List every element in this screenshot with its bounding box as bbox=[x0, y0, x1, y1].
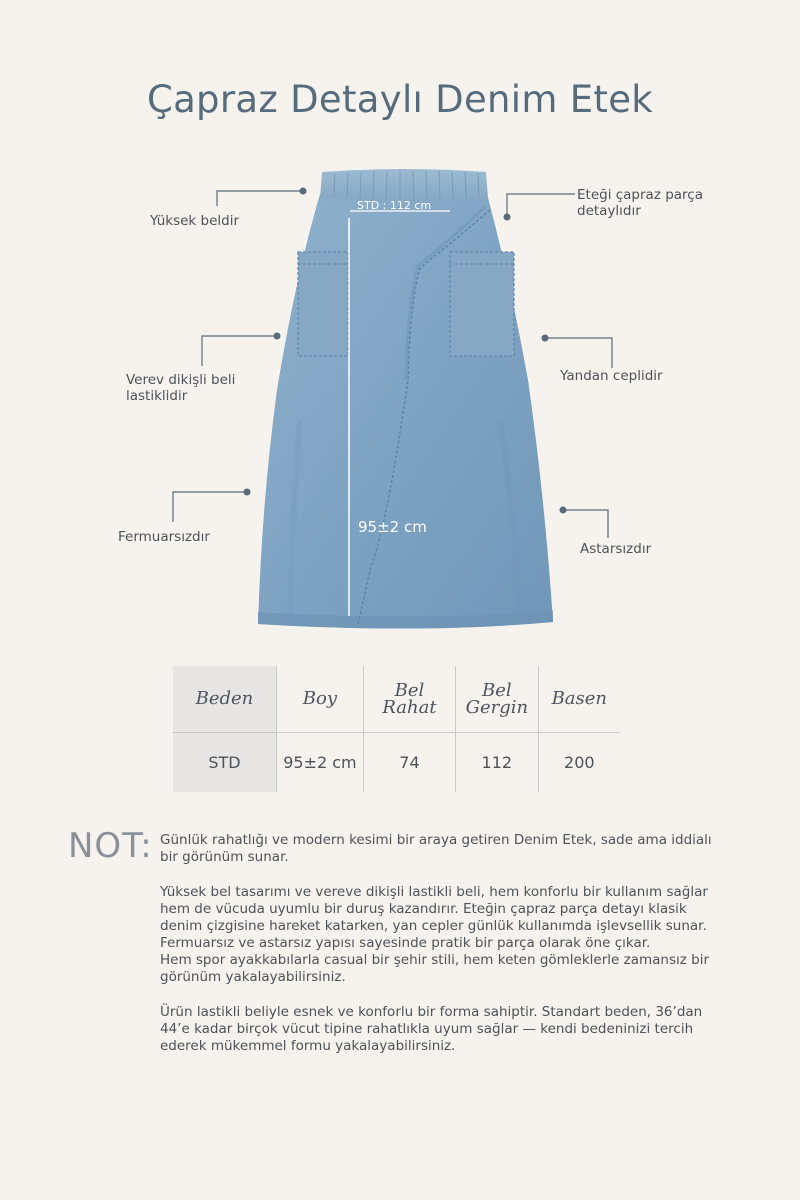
leader-zipper bbox=[173, 492, 247, 522]
callout-lining: Astarsızdır bbox=[580, 541, 652, 557]
leader-elastic bbox=[202, 336, 277, 366]
waist-measure-label: STD : 112 cm bbox=[357, 199, 432, 212]
header-bel-gergin-2: Gergin bbox=[465, 696, 529, 718]
left-pocket bbox=[298, 252, 348, 356]
cell-boy: 95±2 cm bbox=[276, 732, 363, 792]
right-pocket bbox=[450, 252, 514, 356]
note-paragraph-3: Ürün lastikli beliyle esnek ve konforlu bir forma sahiptir. Standart beden, 36’dan 44’e kadar birçok vücut tipine rahatlıkla uyum sağlar — kendi bedeninizi tercih ederek mükemmel formu yakalayabilirsiniz. bbox=[160, 1004, 703, 1054]
callout-cross-panel: Eteği çapraz parça detaylıdır bbox=[577, 187, 703, 219]
cell-beden: STD bbox=[173, 732, 276, 792]
header-cell bbox=[538, 666, 620, 732]
dot-lining bbox=[560, 507, 567, 514]
cell-bel-gergin: 112 bbox=[456, 732, 539, 792]
header-cell bbox=[276, 666, 363, 732]
header-bel-rahat-2: Rahat bbox=[382, 696, 437, 718]
note-body bbox=[160, 832, 730, 1073]
callout-high-waist: Yüksek beldir bbox=[150, 213, 240, 229]
header-cell bbox=[173, 666, 276, 732]
note-paragraph-2: Yüksek bel tasarımı ve vereve dikişli lastikli beli, hem konforlu bir kullanım sağlar hem de vücuda uyumlu bir duruş kazandırır. Eteğin çapraz parça detayı klasik denim çizgisine hareket katarken, yan cepler günlük kullanımda işlevsellik sunar. Fermuarsız ve astarsız yapısı sayesinde pratik bir parça olarak öne çıkar. Hem spor ayakkabılarla casual bir şehir stili, hem keten gömleklerle zamansız bir görünüm yakalayabilirsiniz. bbox=[160, 884, 709, 985]
cell-bel-rahat: 74 bbox=[363, 732, 455, 792]
leader-cross-panel bbox=[507, 194, 575, 217]
header-cell bbox=[456, 666, 539, 732]
dot-elastic bbox=[274, 333, 281, 340]
header-bel-rahat-1: Bel bbox=[394, 679, 425, 701]
size-table bbox=[173, 666, 620, 792]
header-boy: Boy bbox=[302, 688, 338, 710]
cell-basen: 200 bbox=[538, 732, 620, 792]
header-bel-gergin-1: Bel bbox=[482, 679, 512, 701]
dot-zipper bbox=[244, 489, 251, 496]
callout-elastic: Verev dikişli beli lastiklidir bbox=[126, 372, 236, 404]
skirt-illustration bbox=[0, 150, 800, 650]
product-figure bbox=[0, 150, 800, 650]
length-measure-label: 95±2 cm bbox=[358, 518, 427, 536]
callout-zipper: Fermuarsızdır bbox=[118, 529, 210, 545]
page-title: Çapraz Detaylı Denim Etek bbox=[146, 78, 654, 121]
dot-cross-panel bbox=[504, 214, 511, 221]
size-table-header-row bbox=[173, 666, 620, 732]
header-basen: Basen bbox=[551, 688, 608, 710]
note-paragraph-1: Günlük rahatlığı ve modern kesimi bir araya getiren Denim Etek, sade ama iddialı bir görünüm sunar. bbox=[160, 832, 712, 865]
dot-high-waist bbox=[300, 188, 307, 195]
dot-pockets bbox=[542, 335, 549, 342]
note-label: NOT: bbox=[68, 826, 153, 866]
leader-pockets bbox=[545, 338, 612, 368]
size-table-row bbox=[173, 732, 620, 792]
leader-high-waist bbox=[217, 191, 303, 206]
skirt-waistband bbox=[320, 169, 488, 201]
callout-pockets: Yandan ceplidir bbox=[560, 368, 663, 384]
leader-lining bbox=[563, 510, 608, 538]
header-beden: Beden bbox=[195, 688, 254, 710]
header-cell bbox=[363, 666, 455, 732]
